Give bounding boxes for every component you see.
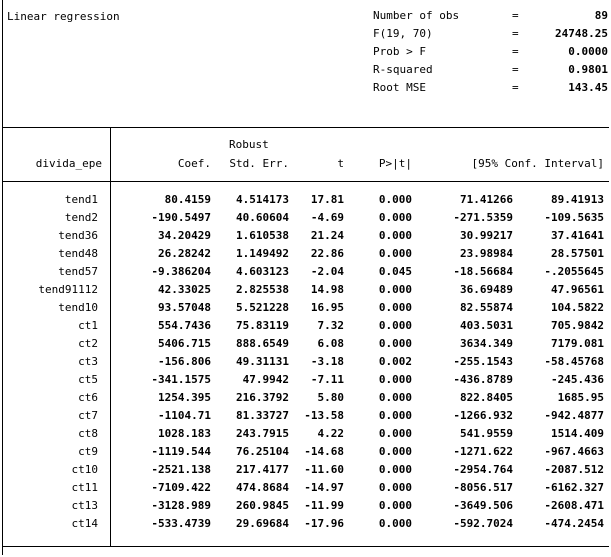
stat-label: Number of obs xyxy=(373,9,460,22)
row-ci-high: -6162.327 xyxy=(544,481,604,494)
row-coef: -190.5497 xyxy=(151,211,211,224)
row-variable: tend91112 xyxy=(38,283,98,296)
row-coef: 554.7436 xyxy=(158,319,211,332)
row-p: 0.000 xyxy=(378,463,412,476)
row-ci-low: -8056.517 xyxy=(453,481,513,494)
row-t: 21.24 xyxy=(310,229,344,242)
row-ci-high: 104.5822 xyxy=(551,301,604,314)
row-ci-high: 47.96561 xyxy=(551,283,604,296)
model-stats xyxy=(373,9,608,99)
row-std-err: 216.3792 xyxy=(236,391,289,404)
table-row xyxy=(3,373,609,388)
row-p: 0.045 xyxy=(378,265,412,278)
stat-equals: = xyxy=(512,9,519,22)
row-std-err: 4.603123 xyxy=(236,265,289,278)
row-ci-high: 1514.409 xyxy=(551,427,604,440)
row-ci-high: -474.2454 xyxy=(544,517,604,530)
row-variable: ct5 xyxy=(78,373,98,386)
row-std-err: 888.6549 xyxy=(236,337,289,350)
row-t: 22.86 xyxy=(310,247,344,260)
row-ci-high: 89.41913 xyxy=(551,193,604,206)
row-std-err: 4.514173 xyxy=(236,193,289,206)
stat-row xyxy=(373,63,608,81)
row-p: 0.000 xyxy=(378,283,412,296)
row-t: -14.97 xyxy=(304,481,344,494)
row-ci-low: 822.8405 xyxy=(460,391,513,404)
row-std-err: 2.825538 xyxy=(236,283,289,296)
row-coef: -533.4739 xyxy=(151,517,211,530)
row-ci-low: -592.7024 xyxy=(453,517,513,530)
header-p: P>|t| xyxy=(378,157,412,170)
row-p: 0.000 xyxy=(378,337,412,350)
row-variable: tend36 xyxy=(58,229,98,242)
table-top-rule xyxy=(3,127,609,128)
row-p: 0.000 xyxy=(378,409,412,422)
table-row xyxy=(3,247,609,262)
row-t: -4.69 xyxy=(310,211,344,224)
row-coef: -341.1575 xyxy=(151,373,211,386)
row-ci-high: -2608.471 xyxy=(544,499,604,512)
row-ci-high: -.2055645 xyxy=(544,265,604,278)
row-variable: tend1 xyxy=(64,193,98,206)
table-row xyxy=(3,319,609,334)
row-variable: ct9 xyxy=(78,445,98,458)
row-ci-high: 1685.95 xyxy=(557,391,604,404)
row-variable: ct1 xyxy=(78,319,98,332)
row-variable: tend10 xyxy=(58,301,98,314)
row-t: 14.98 xyxy=(310,283,344,296)
row-variable: ct10 xyxy=(71,463,98,476)
row-variable: ct6 xyxy=(78,391,98,404)
header-robust: Robust xyxy=(229,138,269,151)
row-t: 4.22 xyxy=(317,427,344,440)
row-p: 0.000 xyxy=(378,211,412,224)
row-variable: ct3 xyxy=(78,355,98,368)
row-ci-low: -1271.622 xyxy=(453,445,513,458)
row-t: -13.58 xyxy=(304,409,344,422)
row-ci-high: -942.4877 xyxy=(544,409,604,422)
table-row xyxy=(3,445,609,460)
table-row xyxy=(3,481,609,496)
row-coef: -156.806 xyxy=(158,355,211,368)
header-coef: Coef. xyxy=(177,157,211,170)
row-std-err: 260.9845 xyxy=(236,499,289,512)
table-row xyxy=(3,337,609,352)
row-coef: -3128.989 xyxy=(151,499,211,512)
row-variable: ct14 xyxy=(71,517,98,530)
table-row xyxy=(3,301,609,316)
stat-equals: = xyxy=(512,45,519,58)
table-row xyxy=(3,427,609,442)
row-t: -14.68 xyxy=(304,445,344,458)
row-t: -7.11 xyxy=(310,373,344,386)
row-t: -17.96 xyxy=(304,517,344,530)
row-coef: -1104.71 xyxy=(158,409,211,422)
row-variable: tend2 xyxy=(64,211,98,224)
table-row xyxy=(3,211,609,226)
stat-equals: = xyxy=(512,63,519,76)
row-std-err: 5.521228 xyxy=(236,301,289,314)
row-ci-high: 37.41641 xyxy=(551,229,604,242)
row-coef: -9.386204 xyxy=(151,265,211,278)
stat-equals: = xyxy=(512,27,519,40)
row-t: -11.99 xyxy=(304,499,344,512)
table-row xyxy=(3,499,609,514)
row-std-err: 49.31131 xyxy=(236,355,289,368)
stat-row xyxy=(373,45,608,63)
row-ci-low: -436.8789 xyxy=(453,373,513,386)
row-variable: ct8 xyxy=(78,427,98,440)
row-std-err: 217.4177 xyxy=(236,463,289,476)
row-std-err: 474.8684 xyxy=(236,481,289,494)
table-row xyxy=(3,391,609,406)
row-coef: 42.33025 xyxy=(158,283,211,296)
table-row xyxy=(3,409,609,424)
row-variable: ct7 xyxy=(78,409,98,422)
row-std-err: 1.610538 xyxy=(236,229,289,242)
row-t: 17.81 xyxy=(310,193,344,206)
row-variable: ct11 xyxy=(71,481,98,494)
row-coef: -2521.138 xyxy=(151,463,211,476)
row-ci-low: -18.56684 xyxy=(453,265,513,278)
table-row xyxy=(3,355,609,370)
row-t: 7.32 xyxy=(317,319,344,332)
header-t: t xyxy=(337,157,344,170)
table-row xyxy=(3,463,609,478)
row-ci-low: 23.98984 xyxy=(460,247,513,260)
table-row xyxy=(3,265,609,280)
row-ci-low: 403.5031 xyxy=(460,319,513,332)
row-p: 0.000 xyxy=(378,319,412,332)
stat-value: 24748.25 xyxy=(555,27,608,40)
row-p: 0.000 xyxy=(378,517,412,530)
header-rule xyxy=(3,181,609,182)
row-coef: 34.20429 xyxy=(158,229,211,242)
row-ci-low: -255.1543 xyxy=(453,355,513,368)
stat-equals: = xyxy=(512,81,519,94)
row-p: 0.000 xyxy=(378,499,412,512)
stat-value: 0.9801 xyxy=(568,63,608,76)
row-coef: 93.57048 xyxy=(158,301,211,314)
table-bottom-rule xyxy=(3,546,609,547)
stat-label: F(19, 70) xyxy=(373,27,433,40)
row-p: 0.000 xyxy=(378,481,412,494)
row-p: 0.002 xyxy=(378,355,412,368)
row-t: 16.95 xyxy=(310,301,344,314)
row-std-err: 81.33727 xyxy=(236,409,289,422)
row-ci-low: -271.5359 xyxy=(453,211,513,224)
stat-label: Root MSE xyxy=(373,81,426,94)
row-ci-high: -967.4663 xyxy=(544,445,604,458)
row-coef: 80.4159 xyxy=(164,193,211,206)
row-coef: 26.28242 xyxy=(158,247,211,260)
row-t: -2.04 xyxy=(310,265,344,278)
row-std-err: 243.7915 xyxy=(236,427,289,440)
row-coef: 1254.395 xyxy=(158,391,211,404)
row-std-err: 40.60604 xyxy=(236,211,289,224)
row-ci-low: 541.9559 xyxy=(460,427,513,440)
row-coef: 5406.715 xyxy=(158,337,211,350)
stat-row xyxy=(373,9,608,27)
table-row xyxy=(3,283,609,298)
row-p: 0.000 xyxy=(378,301,412,314)
row-coef: -7109.422 xyxy=(151,481,211,494)
row-ci-low: -1266.932 xyxy=(453,409,513,422)
row-std-err: 29.69684 xyxy=(236,517,289,530)
row-ci-low: 82.55874 xyxy=(460,301,513,314)
row-ci-high: 7179.081 xyxy=(551,337,604,350)
row-coef: -1119.544 xyxy=(151,445,211,458)
row-ci-high: -2087.512 xyxy=(544,463,604,476)
row-p: 0.000 xyxy=(378,229,412,242)
stat-value: 0.0000 xyxy=(568,45,608,58)
row-std-err: 1.149492 xyxy=(236,247,289,260)
regression-title: Linear regression xyxy=(7,10,120,23)
stat-row xyxy=(373,81,608,99)
row-ci-high: 28.57501 xyxy=(551,247,604,260)
row-variable: tend57 xyxy=(58,265,98,278)
header-conf-interval: [95% Conf. Interval] xyxy=(471,157,604,170)
header-depvar: divida_epe xyxy=(35,157,102,170)
row-std-err: 76.25104 xyxy=(236,445,289,458)
row-t: 5.80 xyxy=(317,391,344,404)
row-ci-high: 705.9842 xyxy=(551,319,604,332)
stat-label: R-squared xyxy=(373,63,433,76)
row-p: 0.000 xyxy=(378,193,412,206)
row-t: -11.60 xyxy=(304,463,344,476)
row-ci-low: 30.99217 xyxy=(460,229,513,242)
row-p: 0.000 xyxy=(378,427,412,440)
row-ci-low: -3649.506 xyxy=(453,499,513,512)
regression-output xyxy=(2,0,609,555)
row-ci-low: 71.41266 xyxy=(460,193,513,206)
row-p: 0.000 xyxy=(378,391,412,404)
table-row xyxy=(3,193,609,208)
row-p: 0.000 xyxy=(378,373,412,386)
row-coef: 1028.183 xyxy=(158,427,211,440)
row-p: 0.000 xyxy=(378,247,412,260)
row-ci-high: -245.436 xyxy=(551,373,604,386)
row-variable: tend48 xyxy=(58,247,98,260)
stat-row xyxy=(373,27,608,45)
row-t: 6.08 xyxy=(317,337,344,350)
row-ci-high: -109.5635 xyxy=(544,211,604,224)
row-ci-low: 36.69489 xyxy=(460,283,513,296)
row-variable: ct2 xyxy=(78,337,98,350)
table-row xyxy=(3,517,609,532)
row-ci-low: 3634.349 xyxy=(460,337,513,350)
row-ci-low: -2954.764 xyxy=(453,463,513,476)
row-std-err: 47.9942 xyxy=(242,373,289,386)
stat-value: 143.45 xyxy=(568,81,608,94)
row-variable: ct13 xyxy=(71,499,98,512)
row-p: 0.000 xyxy=(378,445,412,458)
row-std-err: 75.83119 xyxy=(236,319,289,332)
row-ci-high: -58.45768 xyxy=(544,355,604,368)
header-std-err: Std. Err. xyxy=(229,157,289,170)
stat-label: Prob > F xyxy=(373,45,426,58)
stat-value: 89 xyxy=(594,9,608,22)
row-t: -3.18 xyxy=(310,355,344,368)
table-row xyxy=(3,229,609,244)
